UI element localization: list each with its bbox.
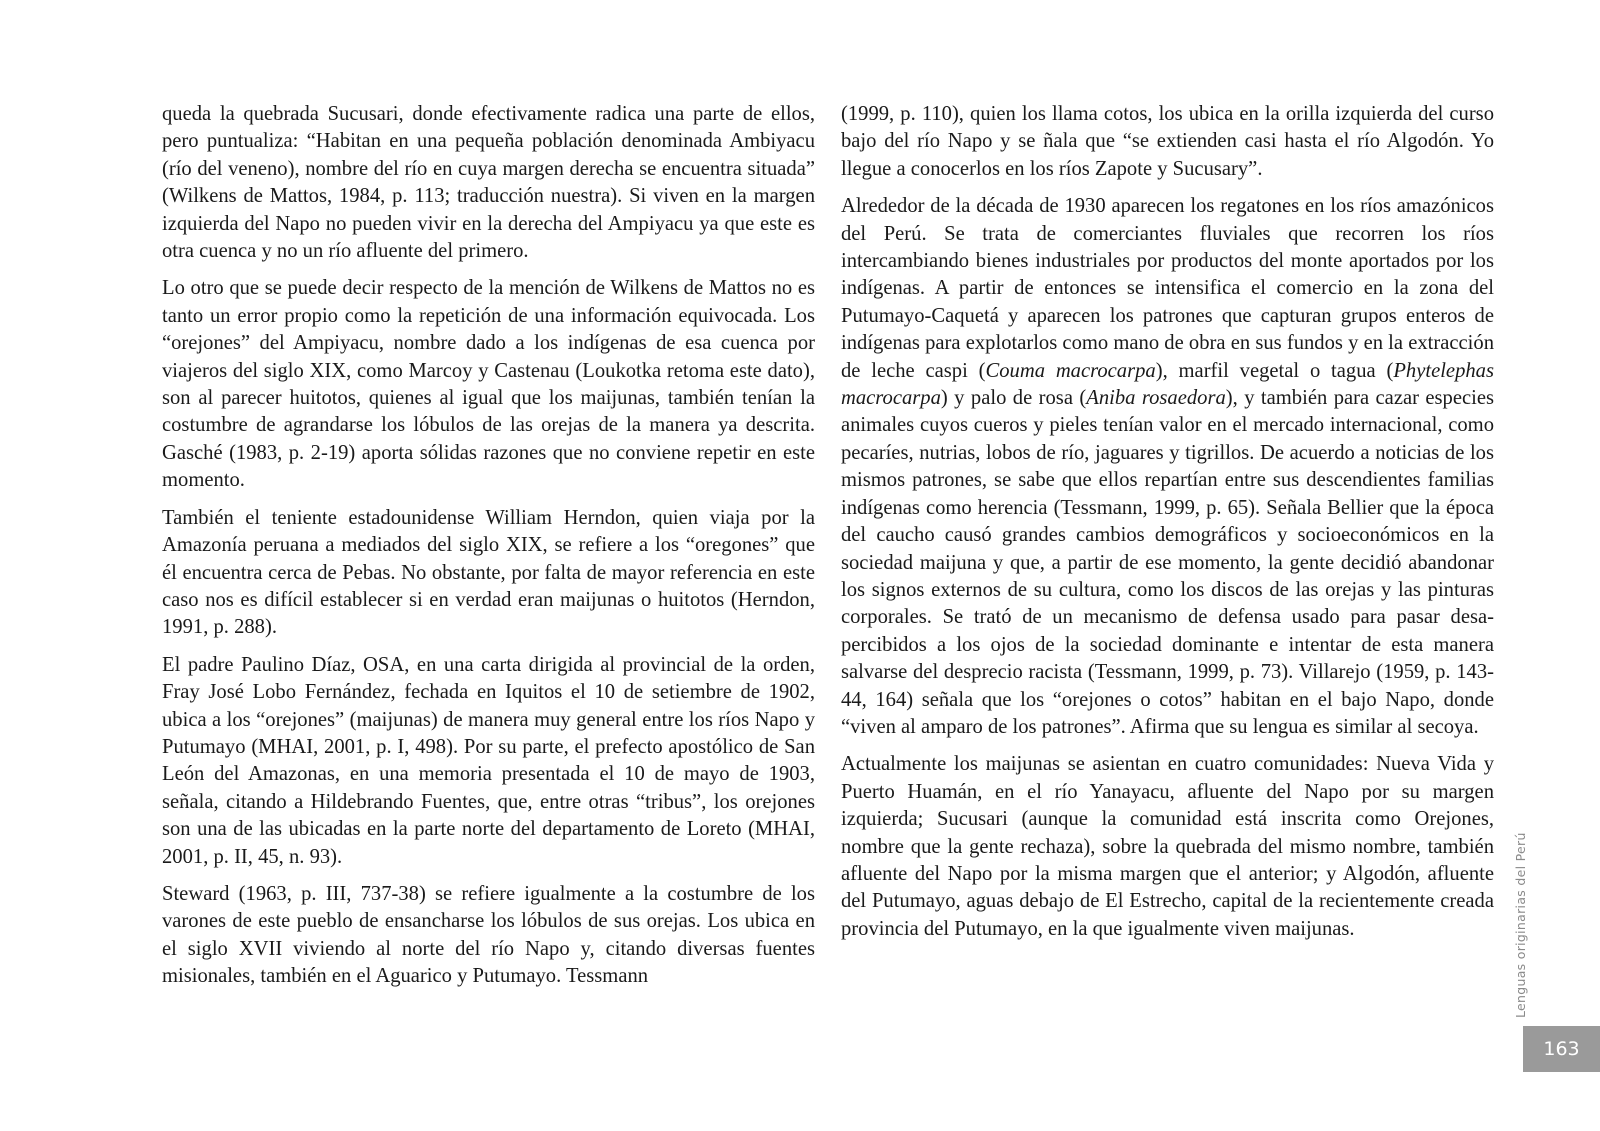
paragraph-text: ), y también para cazar especies animales cuyos cueros y pieles tenían valor en el mercado internacional, como pecaríes, nutrias, lobos de río, jaguares y tigrillos. De acuerdo a noticias de los mismos patrones, se sabe que ellos repartían entre sus descendientes familias indígenas como herencia (Tessmann, 1999, p. 65). Señala Bellier que la época del caucho causó grandes cambios demográficos y socioeconómicos en la sociedad maijuna y que, a partir de ese momento, la gente decidió abandonar los signos externos de su cultura, como los discos de las orejas y las pinturas corporales. Se trató de un mecanismo de defensa usado para pasar desapercibidos a los ojos de la sociedad dominante e intentar de esta manera salvarse del desprecio racista (Tessmann, 1999, p. 73). Villarejo (1959, p. 143-44, 164) señala que los “orejones o cotos” habitan en el bajo Napo, donde “viven al amparo de los patrones”. Afirma que su lengua es similar al secoya. [841,387,1494,738]
running-title: Lenguas originarias del Perú [1513,832,1528,1018]
paragraph-text: ), marfil vegetal o tagua ( [1155,359,1394,382]
page-number: 163 [1523,1026,1600,1072]
species-name: Aniba rosaedora [1086,387,1226,410]
species-name: Phytelephas macrocarpa [841,359,1494,410]
body-paragraph: Steward (1963, p. III, 737-38) se refiere igualmente a la costumbre de los varones de este pueblo de ensancharse los lóbulos de sus orejas. Los ubica en el siglo XVII viviendo al norte del río Napo y, citando diversas fuentes misionales, también en el Aguarico y Putumayo. Tessmann [162,882,815,988]
body-paragraph [841,193,1494,741]
body-paragraph: Actualmente los maijunas se asientan en cuatro comunidades: Nueva Vida y Puerto Huamán, en el río Yanayacu, afluente del Napo por su margen izquierda; Sucusari (aunque la comunidad está inscrita como Orejones, nombre que la gente rechaza), sobre la quebrada del mismo nombre, también afluente del Napo por la misma margen que el anterior; y Algodón, afluente del Putumayo, aguas debajo de El Estrecho, capital de la recientemente creada provincia del Putumayo, en la que igualmente viven maijunas. [841,753,1494,940]
paragraph-text: Alrededor de la década de 1930 aparecen los regatones en los ríos amazónicos del Perú. Se trata de comerciantes fluviales que recorren los ríos intercambiando bienes industriales por productos del monte aportados por los indígenas. A partir de entonces se intensifica el comercio en la zona del Putumayo-Caquetá y aparecen los patrones que capturan grupos enteros de indígenas para explotarlos como mano de obra en sus fundos y en la extracción de leche caspi ( [841,195,1494,382]
body-paragraph: El padre Paulino Díaz, OSA, en una carta dirigida al provincial de la orden, Fray José Lobo Fernández, fechada en Iquitos el 10 de setiembre de 1902, ubica a los “orejones” (maijunas) de manera muy general entre los ríos Napo y Putumayo (MHAI, 2001, p. I, 498). Por su parte, el prefecto apostólico de San León del Amazonas, en una memoria presentada el 10 de mayo de 1903, señala, citando a Hildebrando Fuentes, que, entre otras “tribus”, los orejones son una de las ubicadas en la parte norte del departamento de Loreto (MHAI, 2001, p. II, 45, n. 93). [162,653,815,868]
body-paragraph: Lo otro que se puede decir respecto de la mención de Wilkens de Mattos no es tanto un error propio como la repetición de una información equivocada. Los “orejones” del Ampiyacu, nombre dado a los indígenas de esa cuenca por viajeros del siglo XIX, como Marcoy y Castenau (Loukotka retoma este dato), son al parecer huitotos, quienes al igual que los maijunas, también tenían la costumbre de agrandarse los lóbulos de las orejas de la manera ya descrita. Gasché (1983, p. 2-19) aporta sólidas razones que no conviene repetir en este momento. [162,277,815,492]
body-paragraph: queda la quebrada Sucusari, donde efectivamente radica una parte de ellos, pero puntualiza: “Habitan en una pequeña población denominada Ambiyacu (río del veneno), nombre del río en cuya margen derecha se encuentra situada” (Wilkens de Mattos, 1984, p. 113; traducción nuestra). Si viven en la margen izquierda del Napo no pueden vivir en la derecha del Ampiyacu ya que este es otra cuenca y no un río afluente del primero. [162,103,815,263]
right-column [841,101,1494,953]
paragraph-text: ) y palo de rosa ( [940,387,1087,410]
species-name: Couma macrocarpa [985,359,1156,382]
body-paragraph: (1999, p. 110), quien los llama cotos, los ubica en la orilla izquierda del curso bajo del río Napo y se ñala que “se extienden casi hasta el río Algodón. Yo llegue a conocerlos en los ríos Zapote y Sucusary”. [841,103,1494,180]
body-paragraph: También el teniente estadounidense William Herndon, quien viaja por la Amazonía peruana a mediados del siglo XIX, se refiere a los “oregones” que él encuentra cerca de Pebas. No obstante, por falta de mayor referencia en este caso nos es difícil establecer si en verdad eran maijunas o huitotos (Herndon, 1991, p. 288). [162,506,815,639]
left-column [162,101,815,1001]
